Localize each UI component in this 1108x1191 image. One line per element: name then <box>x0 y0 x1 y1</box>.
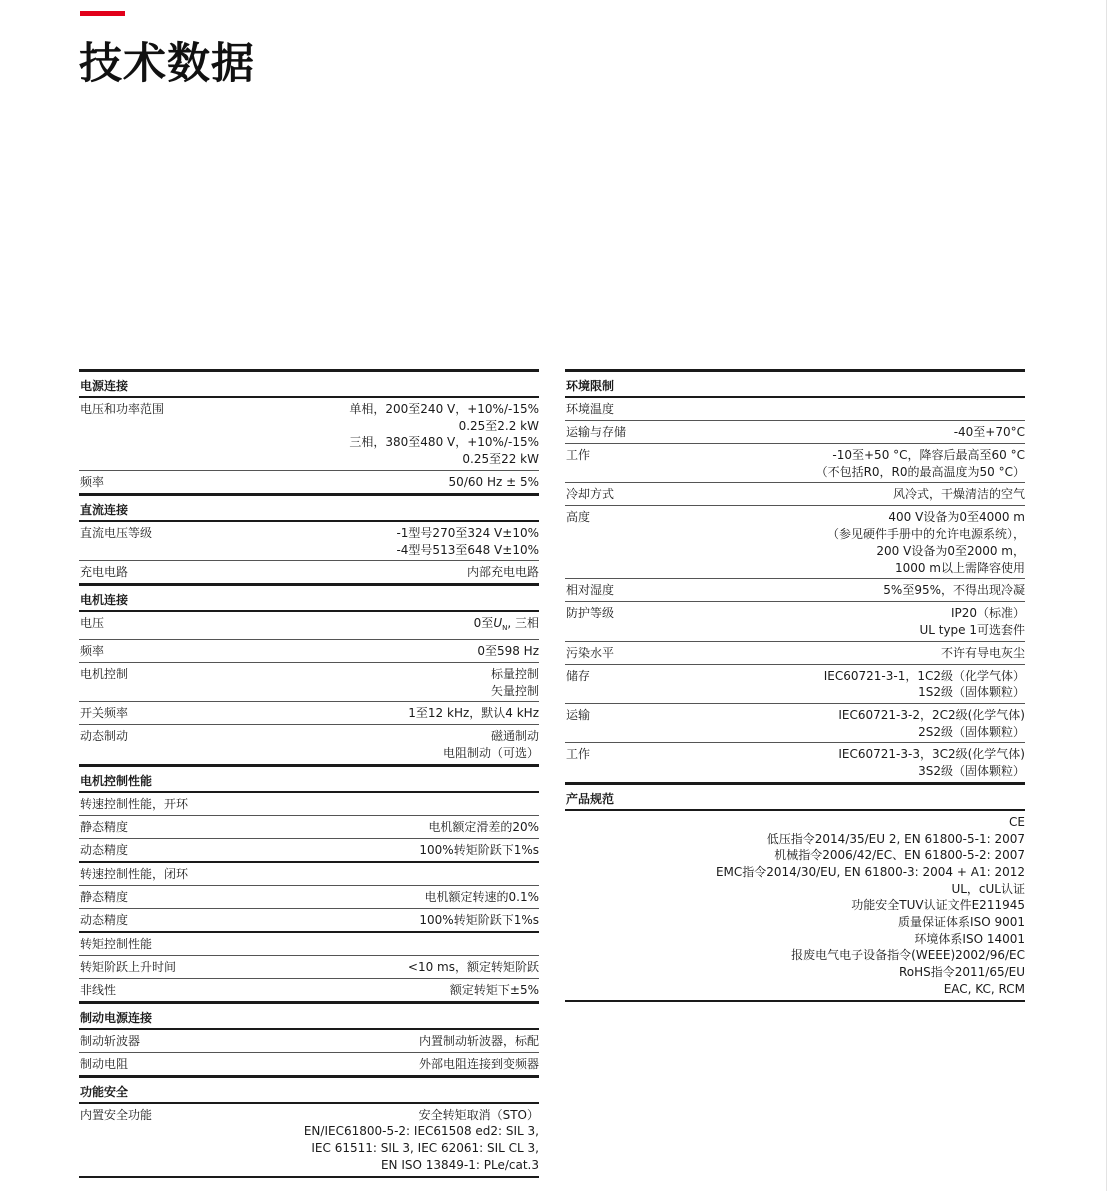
table-end-rule <box>79 1176 539 1178</box>
spec-value-line: 环境体系ISO 14001 <box>914 931 1025 946</box>
spec-value <box>838 746 1025 779</box>
spec-value <box>467 564 539 581</box>
spec-value-line: -10至+50 °C，降容后最高至60 °C <box>832 448 1025 462</box>
section-title: 电机控制性能 <box>80 773 153 788</box>
spec-value-line: 100%转矩阶跃下1%s <box>419 912 539 927</box>
spec-value-line: 1000 m以上需降容使用 <box>894 560 1025 575</box>
spec-label: 非线性 <box>80 982 117 997</box>
spec-value-line: 磁通制动 <box>490 729 539 744</box>
spec-label: 制动电阻 <box>80 1056 129 1071</box>
spec-value-line: <10 ms，额定转矩阶跃 <box>407 959 539 974</box>
spec-label: 环境温度 <box>566 402 615 416</box>
spec-value <box>893 486 1025 503</box>
spec-section <box>565 782 1025 1000</box>
spec-row <box>565 505 1025 578</box>
spec-row <box>79 955 539 978</box>
page-title: 技术数据 <box>79 39 255 89</box>
spec-value-line: RoHS指令2011/65/EU <box>898 965 1025 980</box>
spec-label: 工作 <box>566 747 591 762</box>
spec-value-line: EAC, KC, RCM <box>943 981 1025 996</box>
spec-label: 动态精度 <box>80 842 129 857</box>
spec-row <box>565 420 1025 443</box>
spec-value-line: 0.25至2.2 kW <box>458 418 539 433</box>
section-title: 电源连接 <box>80 379 129 393</box>
voltage-symbol: U <box>493 616 503 631</box>
spec-value-line: 内置制动斩波器，标配 <box>418 1033 539 1048</box>
spec-value-line: 2S2级（固体颗粒） <box>918 724 1025 739</box>
spec-row <box>79 610 539 639</box>
spec-subheading-row <box>79 861 539 885</box>
spec-subheading-row <box>79 791 539 815</box>
spec-value <box>919 605 1025 638</box>
spec-value <box>450 982 539 999</box>
spec-value-line: UL type 1可选套件 <box>919 622 1025 637</box>
spec-value <box>449 474 539 491</box>
spec-value-line: 功能安全TUV认证文件E211945 <box>851 898 1025 913</box>
spec-value <box>816 447 1025 480</box>
spec-subheading-row <box>79 931 539 955</box>
spec-value <box>408 959 539 976</box>
spec-row <box>79 662 539 701</box>
spec-value-line: 不许有导电灰尘 <box>940 645 1025 660</box>
page-edge-line <box>1106 0 1107 1191</box>
spec-row <box>79 1028 539 1052</box>
spec-row <box>79 701 539 724</box>
section-title: 制动电源连接 <box>80 1010 153 1025</box>
spec-label: 高度 <box>566 510 591 525</box>
spec-value <box>883 582 1025 599</box>
spec-value-line: IEC60721-3-3，3C2级(化学气体) <box>838 747 1025 762</box>
spec-label: 动态精度 <box>80 912 129 927</box>
spec-value-line: （参见硬件手册中的允许电源系统）， <box>826 527 1025 542</box>
spec-value-line: 矢量控制 <box>490 683 539 698</box>
spec-section <box>79 1075 539 1176</box>
spec-value <box>443 728 539 761</box>
spec-label: 静态精度 <box>80 819 129 834</box>
spec-label: 防护等级 <box>566 606 615 621</box>
spec-value-line: -1型号270至324 V±10% <box>396 525 539 540</box>
spec-label: 直流电压等级 <box>80 525 153 540</box>
spec-value <box>396 525 539 558</box>
section-title: 功能安全 <box>80 1084 129 1099</box>
spec-row <box>79 838 539 861</box>
spec-label: 污染水平 <box>566 645 615 660</box>
spec-label: 运输 <box>566 708 591 723</box>
spec-value-line: UL，cUL认证 <box>951 881 1025 896</box>
spec-value-line: -4型号513至648 V±10% <box>396 542 539 557</box>
spec-label: 静态精度 <box>80 889 129 904</box>
spec-value-line: 机械指令2006/42/EC、EN 61800-5-2: 2007 <box>774 848 1025 863</box>
voltage-symbol-subscript: N <box>502 624 508 633</box>
spec-row <box>79 908 539 931</box>
spec-value-line: 标量控制 <box>490 666 539 681</box>
spec-label: 电压 <box>80 616 105 631</box>
spec-value <box>419 912 539 929</box>
spec-label: 转矩阶跃上升时间 <box>80 959 177 974</box>
spec-row <box>79 724 539 763</box>
spec-value-line: 1至12 kHz，默认4 kHz <box>408 706 539 721</box>
spec-value-line: 3S2级（固体颗粒） <box>918 764 1025 779</box>
spec-label: 储存 <box>566 668 591 683</box>
spec-row <box>79 396 539 470</box>
spec-value <box>428 819 539 836</box>
spec-section <box>79 493 539 583</box>
spec-value-line: 额定转矩下±5% <box>449 982 539 997</box>
spec-row <box>79 560 539 583</box>
spec-row <box>79 470 539 493</box>
spec-value-line: 5%至95%，不得出现冷凝 <box>883 583 1025 598</box>
spec-label: 频率 <box>80 643 105 658</box>
spec-row <box>565 601 1025 640</box>
spec-value-line: IEC60721-3-2，2C2级(化学气体) <box>838 708 1025 723</box>
spec-value-text: 0至 <box>473 616 494 631</box>
spec-row <box>565 443 1025 482</box>
spec-row <box>79 1052 539 1075</box>
spec-value <box>827 509 1025 576</box>
spec-value <box>304 1107 539 1174</box>
spec-value-line: 三相，380至480 V，+10%/-15% <box>349 435 539 450</box>
spec-row <box>79 885 539 908</box>
spec-section <box>79 583 539 764</box>
spec-value-line: 报废电气电子设备指令(WEEE)2002/96/EC <box>791 948 1025 963</box>
spec-section <box>79 764 539 1001</box>
spec-row <box>565 578 1025 601</box>
spec-table-left <box>79 369 539 1178</box>
spec-value-line: IEC60721-3-1，1C2级（化学气体） <box>823 668 1025 683</box>
spec-label: 相对湿度 <box>566 583 615 598</box>
spec-label: 工作 <box>566 448 591 462</box>
spec-value-line: 0至598 Hz <box>477 643 539 658</box>
spec-value-line <box>474 615 539 637</box>
spec-value-line: 外部电阻连接到变频器 <box>418 1056 539 1071</box>
spec-row <box>565 396 1025 420</box>
spec-label: 冷却方式 <box>566 487 615 502</box>
spec-value-line: 0.25至22 kW <box>462 452 539 467</box>
section-title: 环境限制 <box>566 379 615 393</box>
spec-value-line: IEC 61511: SIL 3, IEC 62061: SIL CL 3, <box>311 1141 539 1156</box>
spec-row <box>79 815 539 838</box>
spec-value <box>349 401 539 468</box>
spec-value-line: 低压指令2014/35/EU 2, EN 61800-5-1: 2007 <box>766 831 1025 846</box>
spec-label: 转矩控制性能 <box>80 936 153 951</box>
spec-value-line: 200 V设备为0至2000 m， <box>876 543 1025 558</box>
spec-label: 动态制动 <box>80 729 129 744</box>
spec-row <box>79 639 539 662</box>
spec-value-line: -40至+70°C <box>953 425 1025 439</box>
spec-value <box>419 1033 539 1050</box>
spec-row <box>565 482 1025 505</box>
spec-value <box>408 705 539 722</box>
spec-value-line: EMC指令2014/30/EU, EN 61800-3: 2004 + A1: 2012 <box>715 864 1025 879</box>
spec-row <box>79 1102 539 1176</box>
spec-value-line: 400 V设备为0至4000 m <box>888 510 1025 525</box>
spec-label: 电压和功率范围 <box>80 402 165 416</box>
spec-section <box>79 369 539 493</box>
spec-value-line: 电机额定转速的0.1% <box>424 889 539 904</box>
spec-label: 转速控制性能，闭环 <box>80 866 189 881</box>
spec-label: 运输与存储 <box>566 425 627 439</box>
spec-value-line: 1S2级（固体颗粒） <box>918 685 1025 700</box>
spec-value-line: 内部充电电路 <box>466 565 539 580</box>
spec-value <box>716 814 1025 998</box>
spec-value-line: 安全转矩取消（STO） <box>418 1107 539 1122</box>
spec-value-line: （不包括R0，R0的最高温度为50 °C） <box>815 464 1025 479</box>
spec-value-line: 50/60 Hz ± 5% <box>448 474 539 489</box>
spec-label: 充电电路 <box>80 565 129 580</box>
spec-label: 内置安全功能 <box>80 1107 153 1122</box>
spec-value <box>838 707 1025 740</box>
spec-value-line: IP20（标准） <box>950 606 1025 621</box>
spec-row <box>565 809 1025 1000</box>
spec-row <box>79 978 539 1001</box>
spec-row <box>565 742 1025 781</box>
section-title: 电机连接 <box>80 593 129 608</box>
spec-value-line: 电阻制动（可选） <box>442 746 539 761</box>
spec-row <box>565 703 1025 742</box>
spec-value <box>419 1056 539 1073</box>
spec-value-line: 单相，200至240 V，+10%/-15% <box>349 402 539 416</box>
spec-value <box>954 424 1025 441</box>
spec-row <box>565 664 1025 703</box>
spec-value <box>491 666 539 699</box>
spec-label: 频率 <box>80 474 105 489</box>
section-title: 产品规范 <box>566 791 615 806</box>
spec-value <box>419 842 539 859</box>
spec-value <box>824 668 1025 701</box>
spec-value-line: 风冷式，干燥清洁的空气 <box>892 487 1025 502</box>
spec-value-text: , 三相 <box>507 616 539 631</box>
spec-value-line: 电机额定滑差的20% <box>428 819 539 834</box>
spec-label: 电机控制 <box>80 666 129 681</box>
spec-value <box>941 645 1025 662</box>
spec-section <box>565 369 1025 782</box>
accent-bar <box>80 11 125 16</box>
spec-table-right <box>565 369 1025 1002</box>
spec-value-line: EN/IEC61800-5-2: IEC61508 ed2: SIL 3, <box>303 1124 539 1139</box>
spec-row <box>565 641 1025 664</box>
spec-value-line: 100%转矩阶跃下1%s <box>419 842 539 857</box>
spec-value-line: 质量保证体系ISO 9001 <box>898 915 1025 930</box>
spec-value <box>425 889 540 906</box>
spec-value-line: EN ISO 13849-1: PLe/cat.3 <box>380 1157 539 1172</box>
spec-value <box>474 615 539 637</box>
spec-label: 转速控制性能，开环 <box>80 796 189 811</box>
spec-label: 开关频率 <box>80 706 129 721</box>
spec-label: 制动斩波器 <box>80 1033 141 1048</box>
spec-row <box>79 520 539 560</box>
spec-value <box>477 643 539 660</box>
section-title: 直流连接 <box>80 502 129 517</box>
spec-value-line: CE <box>1009 814 1025 829</box>
table-end-rule <box>565 1000 1025 1002</box>
spec-section <box>79 1001 539 1075</box>
